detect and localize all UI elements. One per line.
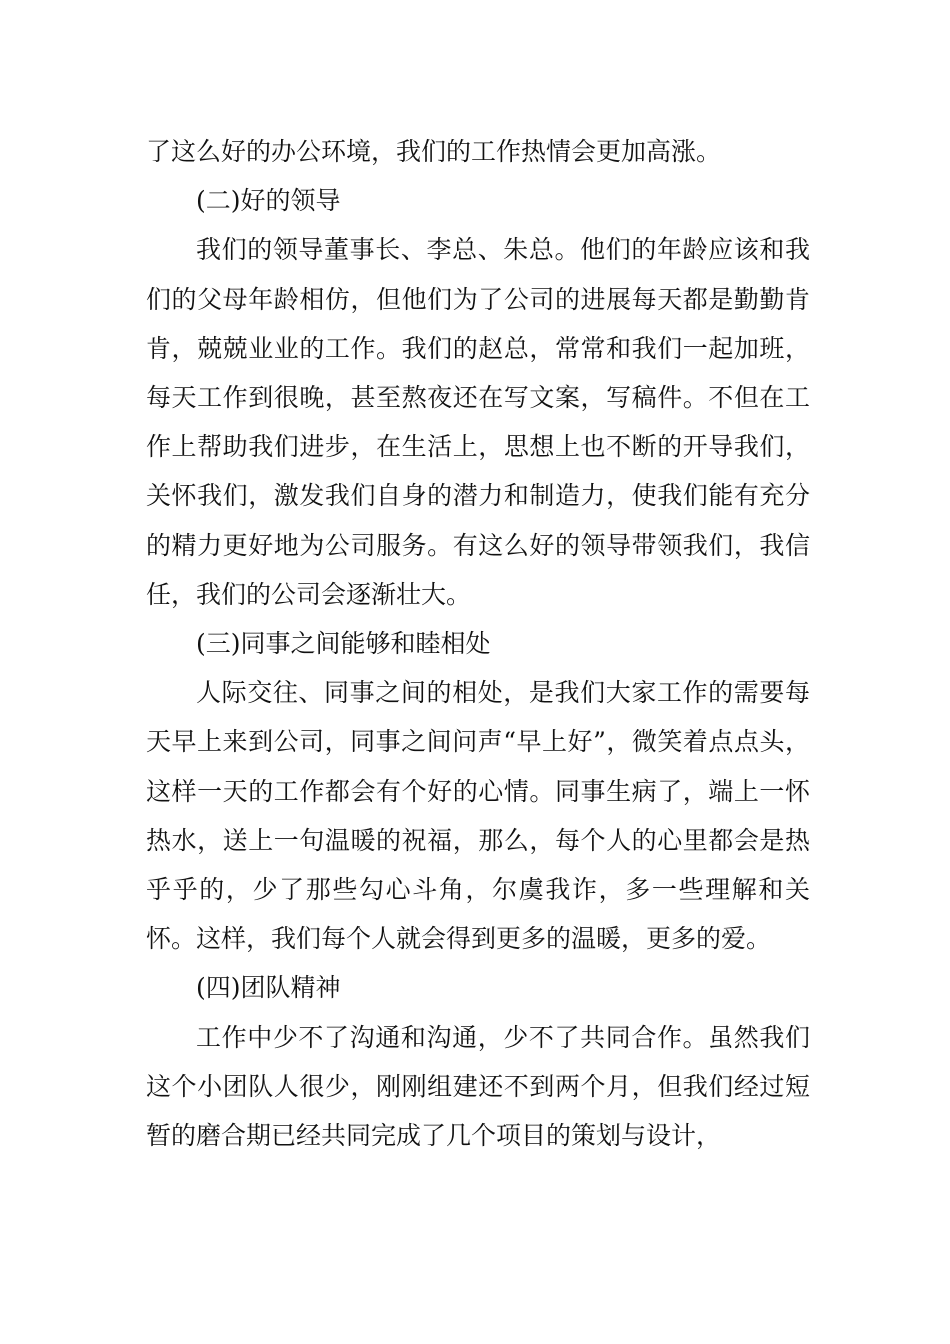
section-heading-team-spirit: (四)团队精神 bbox=[196, 973, 341, 1003]
section-heading-colleagues: (三)同事之间能够和睦相处 bbox=[196, 629, 491, 659]
paragraph-colleagues: 人际交往、同事之间的相处，是我们大家工作的需要每天早上来到公司，同事之间问声“早上好”，微笑着点点头，这样一天的工作都会有个好的心情。同事生病了，端上一怀热水，送上一句温暖的祝福，那么，每个人的心里都会是热乎乎的，少了那些勾心斗角，尔虞我诈，多一些理解和关怀。这样，我们每个人就会得到更多的温暖，更多的爱。 bbox=[146, 678, 810, 954]
paragraph-team-spirit: 工作中少不了沟通和沟通，少不了共同合作。虽然我们这个小团队人很少，刚刚组建还不到两个月，但我们经过短暂的磨合期已经共同完成了几个项目的策划与设计， bbox=[146, 1022, 810, 1151]
paragraph-continuation: 了这么好的办公环境，我们的工作热情会更加高涨。 bbox=[146, 137, 722, 166]
section-heading-leadership: (二)好的领导 bbox=[196, 186, 341, 216]
paragraph-leadership: 我们的领导董事长、李总、朱总。他们的年龄应该和我们的父母年龄相仿，但他们为了公司的进展每天都是勤勤肯肯，兢兢业业的工作。我们的赵总，常常和我们一起加班，每天工作到很晚，甚至熬夜还在写文案，写稿件。不但在工作上帮助我们进步，在生活上，思想上也不断的开导我们，关怀我们，激发我们自身的潜力和制造力，使我们能有充分的精力更好地为公司服务。有这么好的领导带领我们，我信任，我们的公司会逐渐壮大。 bbox=[146, 235, 810, 609]
document-body bbox=[146, 127, 810, 1160]
